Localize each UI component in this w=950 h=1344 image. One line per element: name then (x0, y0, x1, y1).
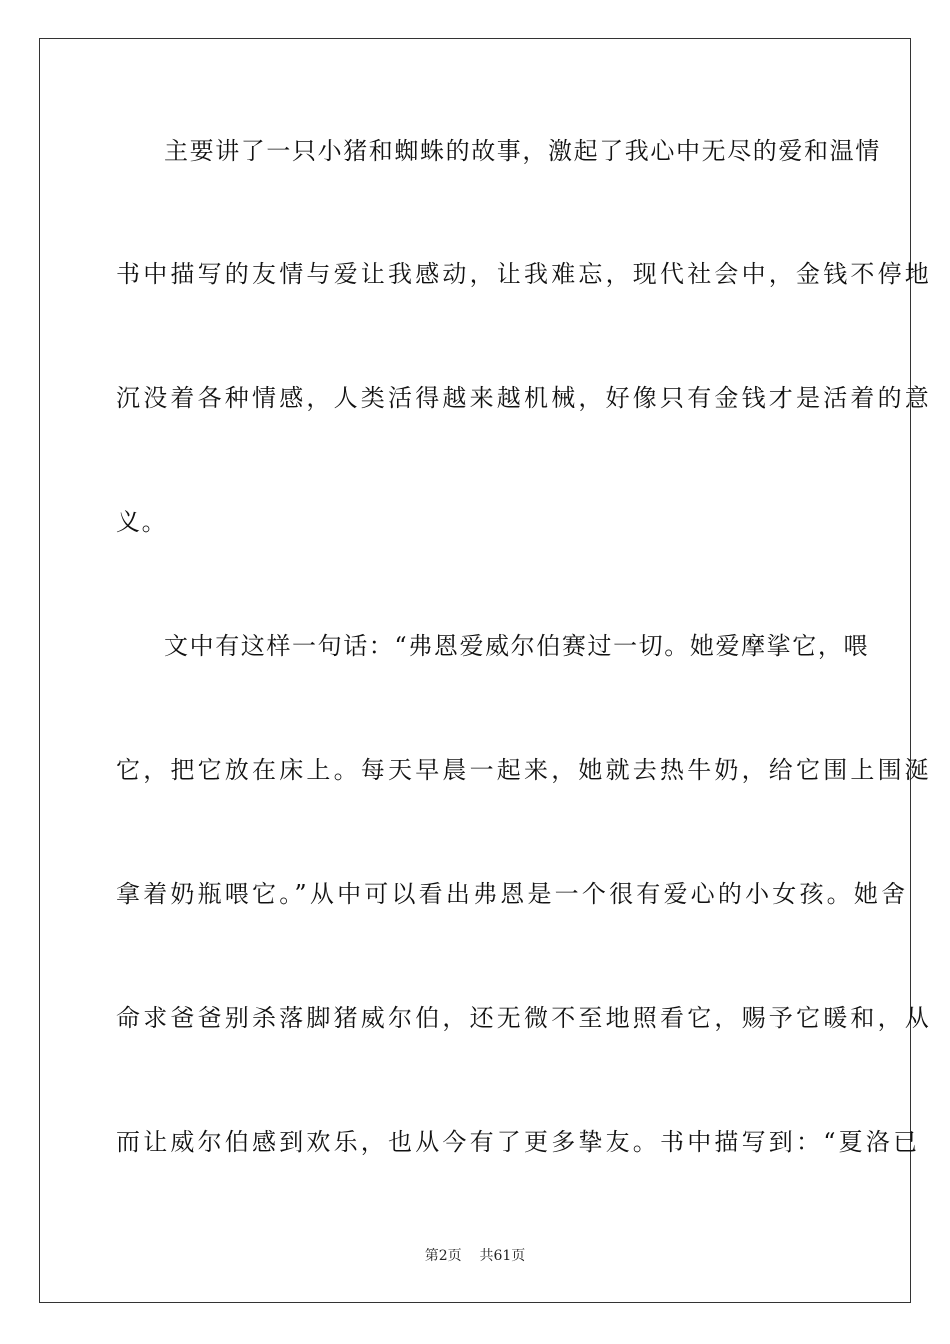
paragraph-line: 义。 (116, 508, 168, 536)
paragraph-line: 沉没着各种情感，人类活得越来越机械，好像只有金钱才是活着的意 (116, 384, 932, 412)
paragraph-line: 主要讲了一只小猪和蜘蛛的故事，激起了我心中无尽的爱和温情 (164, 137, 881, 165)
paragraph-line: 它，把它放在床上。每天早晨一起来，她就去热牛奶，给它围上围涎 (116, 756, 932, 784)
page-footer (0, 1246, 950, 1266)
paragraph-line: 而让威尔伯感到欢乐，也从今有了更多挚友。书中描写到：“夏洛已 (116, 1128, 921, 1156)
page-number: 第2页 (424, 1248, 462, 1264)
paragraph-line: 书中描写的友情与爱让我感动，让我难忘，现代社会中，金钱不停地 (116, 260, 932, 288)
paragraph-line: 文中有这样一句话：“弗恩爱威尔伯赛过一切。她爱摩挲它，喂 (164, 632, 870, 660)
paragraph-line: 命求爸爸别杀落脚猪威尔伯，还无微不至地照看它，赐予它暖和，从 (116, 1004, 932, 1032)
page-border (39, 38, 932, 1303)
page-total: 共61页 (479, 1248, 526, 1264)
paragraph-line: 拿着奶瓶喂它。”从中可以看出弗恩是一个很有爱心的小女孩。她舍 (116, 880, 909, 908)
